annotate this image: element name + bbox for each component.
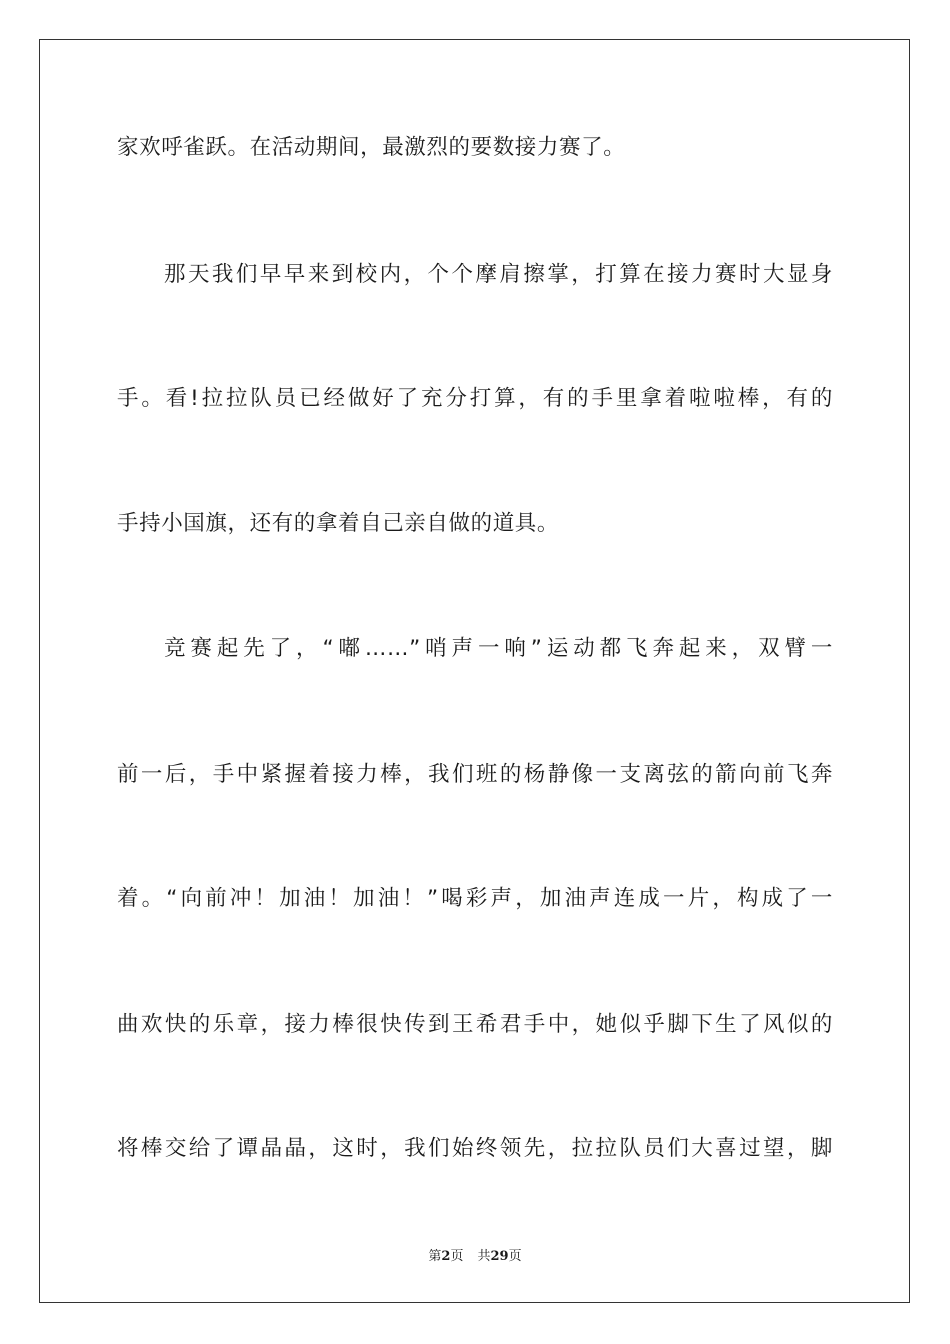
page-number: 2 bbox=[441, 1249, 451, 1264]
total-pages: 29 bbox=[490, 1249, 509, 1264]
text-line-5: 竞赛起先了，“嘟……”哨声一响”运动都飞奔起来，双臂一 bbox=[164, 636, 833, 661]
total-suffix: 页 bbox=[508, 1249, 522, 1264]
text-line-2: 那天我们早早来到校内，个个摩肩擦掌，打算在接力赛时大显身 bbox=[164, 262, 833, 287]
page-suffix: 页 bbox=[450, 1249, 464, 1264]
total-prefix: 共 bbox=[477, 1249, 491, 1264]
text-line-8: 曲欢快的乐章，接力棒很快传到王希君手中，她似乎脚下生了风似的 bbox=[117, 1012, 833, 1037]
text-line-9: 将棒交给了谭晶晶，这时，我们始终领先，拉拉队员们大喜过望，脚 bbox=[117, 1136, 833, 1161]
text-line-6: 前一后，手中紧握着接力棒，我们班的杨静像一支离弦的箭向前飞奔 bbox=[117, 762, 833, 787]
page-border bbox=[39, 39, 910, 1303]
text-line-3: 手。看!拉拉队员已经做好了充分打算，有的手里拿着啦啦棒，有的 bbox=[117, 386, 833, 411]
text-line-1: 家欢呼雀跃。在活动期间，最激烈的要数接力赛了。 bbox=[117, 135, 626, 160]
page-prefix: 第 bbox=[428, 1249, 442, 1264]
page-footer bbox=[0, 1249, 950, 1265]
text-line-7: 着。“向前冲！加油！加油！”喝彩声，加油声连成一片，构成了一 bbox=[117, 886, 833, 911]
text-line-4: 手持小国旗，还有的拿着自己亲自做的道具。 bbox=[117, 511, 560, 536]
